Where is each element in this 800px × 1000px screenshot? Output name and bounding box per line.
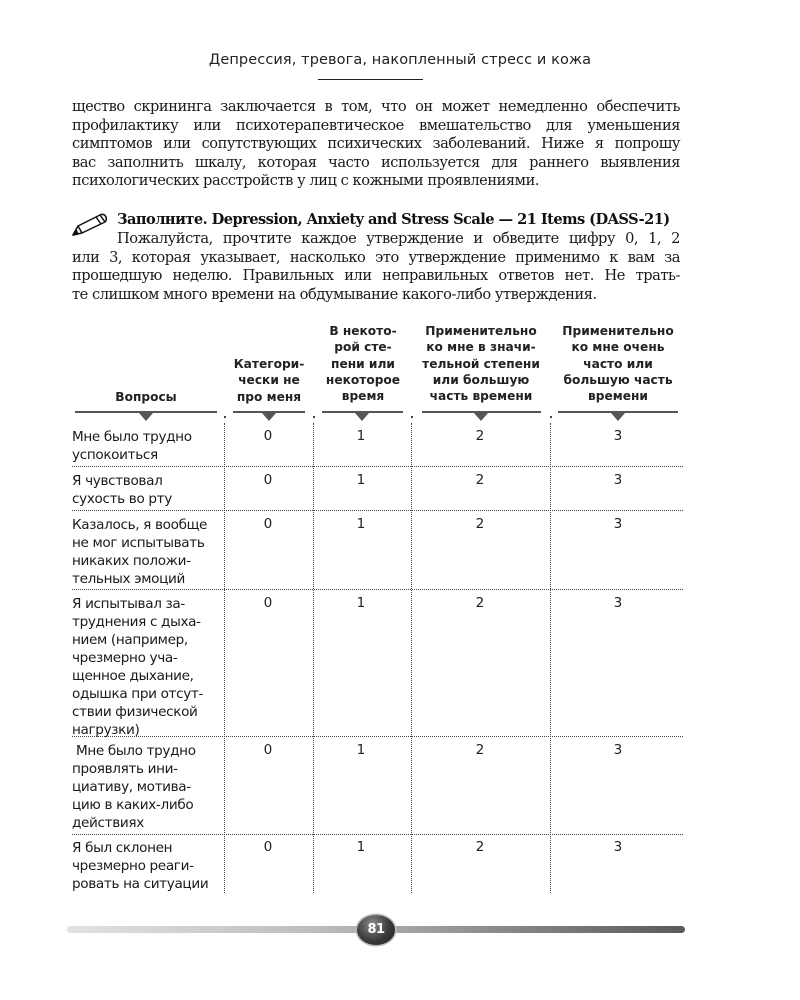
score-option-2[interactable]: 2	[475, 516, 485, 532]
page-number-badge: 81	[357, 915, 395, 945]
divider-dot	[224, 416, 226, 418]
question-text: Я был склонен чрезмерно реаги- ровать на ситуации	[72, 840, 209, 892]
column-divider	[224, 423, 225, 893]
header-some-degree: В некото- рой сте- пени или некоторое время	[325, 324, 401, 404]
row-divider	[72, 589, 683, 590]
score-option-3[interactable]: 3	[613, 516, 623, 532]
intro-line: психологических расстройств у лиц с кожными проявлениями.	[72, 172, 540, 190]
score-option-3[interactable]: 3	[613, 839, 623, 855]
intro-line: щество скрининга заключается в том, что он может немедленно обеспечить	[72, 98, 680, 115]
row-divider	[72, 466, 683, 467]
row-divider	[72, 834, 683, 835]
header-arrow-icon	[139, 413, 153, 421]
score-option-3[interactable]: 3	[613, 428, 623, 444]
score-option-3[interactable]: 3	[613, 742, 623, 758]
divider-dot	[411, 416, 413, 418]
score-option-0[interactable]: 0	[263, 472, 273, 488]
score-option-1[interactable]: 1	[356, 472, 366, 488]
score-option-1[interactable]: 1	[356, 516, 366, 532]
column-divider	[550, 423, 551, 893]
header-arrow-icon	[262, 413, 276, 421]
instruction-line: прошедшую неделю. Правильных или неправильных ответов нет. Не трать-	[72, 267, 680, 285]
divider-dot	[550, 416, 552, 418]
question-text: Я испытывал за- труднения с дыха- нием (например, чрезмерно уча- щенное дыхание, одышка при отсут- ствии физической нагрузки)	[72, 596, 204, 738]
score-option-2[interactable]: 2	[475, 839, 485, 855]
header-arrow-icon	[474, 413, 488, 421]
header-very-much: Применительно ко мне очень часто или большую часть времени	[562, 324, 674, 404]
score-option-2[interactable]: 2	[475, 742, 485, 758]
row-divider	[72, 510, 683, 511]
question-text: Мне было трудно успокоиться	[72, 429, 192, 463]
header-arrow-icon	[611, 413, 625, 421]
question-text: Казалось, я вообще не мог испытывать никаких положи- тельных эмоций	[72, 517, 208, 587]
score-option-0[interactable]: 0	[263, 742, 273, 758]
score-option-0[interactable]: 0	[263, 839, 273, 855]
score-option-2[interactable]: 2	[475, 595, 485, 611]
intro-paragraph	[72, 98, 680, 191]
divider-dot	[313, 416, 315, 418]
instruction-line: или 3, которая указывает, насколько это утверждение применимо к вам за	[72, 248, 680, 266]
header-questions: Вопросы	[115, 390, 177, 404]
score-option-2[interactable]: 2	[475, 428, 485, 444]
instruction-line: Пожалуйста, прочтите каждое утверждение и обведите цифру 0, 1, 2	[117, 230, 680, 247]
section-title: Заполните. Depression, Anxiety and Stress Scale — 21 Items (DASS-21)	[117, 211, 670, 228]
score-option-0[interactable]: 0	[263, 428, 273, 444]
score-option-1[interactable]: 1	[356, 742, 366, 758]
header-arrow-icon	[355, 413, 369, 421]
running-head: Депрессия, тревога, накопленный стресс и кожа	[208, 52, 592, 68]
header-considerable-degree: Применительно ко мне в значи- тельной степени или большую часть времени	[422, 324, 540, 404]
instruction-paragraph	[72, 230, 680, 304]
score-option-1[interactable]: 1	[356, 595, 366, 611]
score-option-3[interactable]: 3	[613, 595, 623, 611]
question-text: Я чувствовал сухость во рту	[72, 473, 172, 507]
intro-line: вас заполнить шкалу, которая часто используется для раннего выявления	[72, 153, 680, 171]
score-option-1[interactable]: 1	[356, 839, 366, 855]
running-head-rule	[318, 79, 423, 80]
column-divider	[411, 423, 412, 893]
score-option-0[interactable]: 0	[263, 595, 273, 611]
score-option-2[interactable]: 2	[475, 472, 485, 488]
score-option-1[interactable]: 1	[356, 428, 366, 444]
score-option-0[interactable]: 0	[263, 516, 273, 532]
column-divider	[313, 423, 314, 893]
question-text: Мне было трудно проявлять ини- циативу, мотива- цию в каких-либо действиях	[72, 743, 196, 831]
score-option-3[interactable]: 3	[613, 472, 623, 488]
header-not-at-all: Категори- чески не про меня	[233, 357, 305, 404]
intro-line: симптомов или сопутствующих психических заболеваний. Ниже я попрошу	[72, 135, 680, 153]
intro-line: профилактику или психотерапевтическое вмешательство для уменьшения	[72, 116, 680, 134]
instruction-line: те слишком много времени на обдумывание какого-либо утверждения.	[72, 285, 597, 303]
